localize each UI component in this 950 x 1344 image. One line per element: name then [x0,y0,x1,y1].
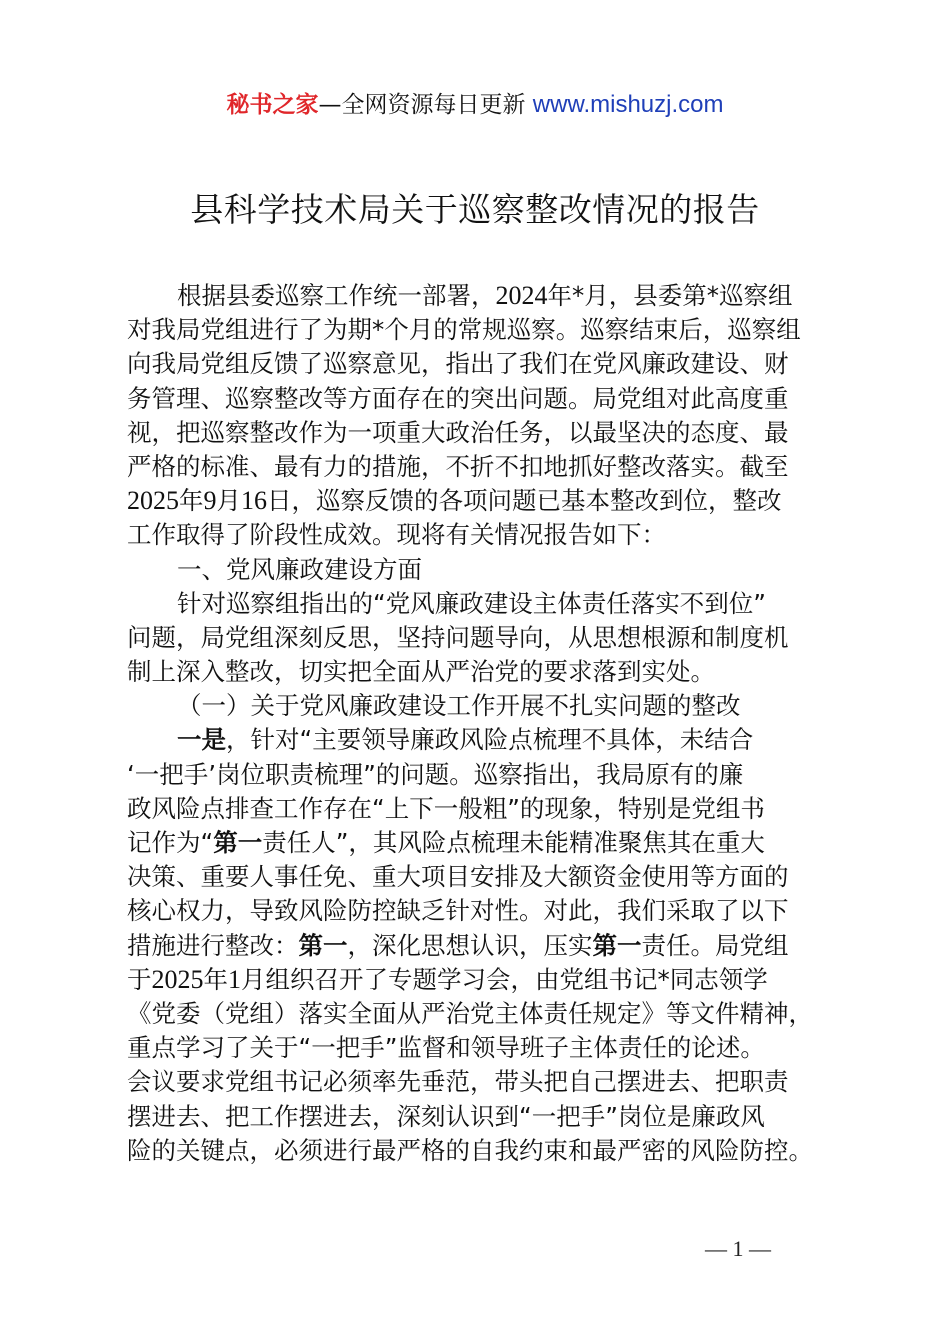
paragraph-line: 向我局党组反馈了巡察意见，指出了我们在党风廉政建设、财 [127,349,789,379]
page-number: — 1 — [705,1236,771,1261]
paragraph-line: 制上深入整改，切实把全面从严治党的要求落到实处。 [127,657,715,687]
paragraph-line: 于2025年1月组织召开了专题学习会，由党组书记*同志领学 [127,964,768,994]
paragraph-line: 严格的标准、最有力的措施，不折不扣地抓好整改落实。截至 [127,451,789,481]
paragraph-line: 摆进去、把工作摆进去，深刻认识到“一把手”岗位是廉政风 [127,1101,765,1131]
header-tagline: —全网资源每日更新 [318,92,533,118]
paragraph-line: 《党委（党组）落实全面从严治党主体责任规定》等文件精神， [127,998,813,1028]
paragraph-line: 针对巡察组指出的“党风廉政建设主体责任落实不到位” [177,588,766,618]
section-heading: 一、党风廉政建设方面 [177,554,422,584]
paragraph-line: 2025年9月16日，巡察反馈的各项问题已基本整改到位，整改 [127,486,782,516]
document-title: 县科学技术局关于巡察整改情况的报告 [190,190,760,229]
paragraph-line: 险的关键点，必须进行最严格的自我约束和最严密的风险防控。 [127,1135,813,1165]
subsection-heading: （一）关于党风廉政建设工作开展不扎实问题的整改 [177,691,741,721]
paragraph-line: 问题，局党组深刻反思，坚持问题导向，从思想根源和制度机 [127,622,789,652]
paragraph-line: 政风险点排查工作存在“上下一般粗”的现象，特别是党组书 [127,793,765,823]
paragraph-line: 记作为“第一责任人”，其风险点梳理未能精准聚焦其在重大 [127,828,765,857]
paragraph-line: 视，把巡察整改作为一项重大政治任务，以最坚决的态度、最 [127,417,789,447]
site-header [0,88,950,122]
brand-name: 秘书之家 [226,92,319,118]
paragraph-line: 一是，针对“主要领导廉政风险点梳理不具体，未结合 [177,725,754,755]
document-body [127,279,832,1168]
paragraph-line: 对我局党组进行了为期*个月的常规巡察。巡察结束后，巡察组 [127,315,801,345]
paragraph-line: 核心权力，导致风险防控缺乏针对性。对此，我们采取了以下 [127,896,789,926]
site-url-link[interactable]: www.mishuzj.com [532,91,724,118]
paragraph-line: 措施进行整改：第一，深化思想认识，压实第一责任。局党组 [127,930,789,960]
paragraph-line: 重点学习了关于“一把手”监督和领导班子主体责任的论述。 [127,1033,765,1063]
paragraph-line: 根据县委巡察工作统一部署，2024年*月，县委第*巡察组 [177,281,793,310]
paragraph-line: 决策、重要人事任免、重大项目安排及大额资金使用等方面的 [127,862,789,892]
paragraph-line: 工作取得了阶段性成效。现将有关情况报告如下： [127,520,666,550]
paragraph-line: 务管理、巡察整改等方面存在的突出问题。局党组对此高度重 [127,383,789,413]
paragraph-line: ‘一把手’岗位职责梳理”的问题。巡察指出，我局原有的廉 [127,759,744,789]
paragraph-line: 会议要求党组书记必须率先垂范，带头把自己摆进去、把职责 [127,1067,789,1097]
